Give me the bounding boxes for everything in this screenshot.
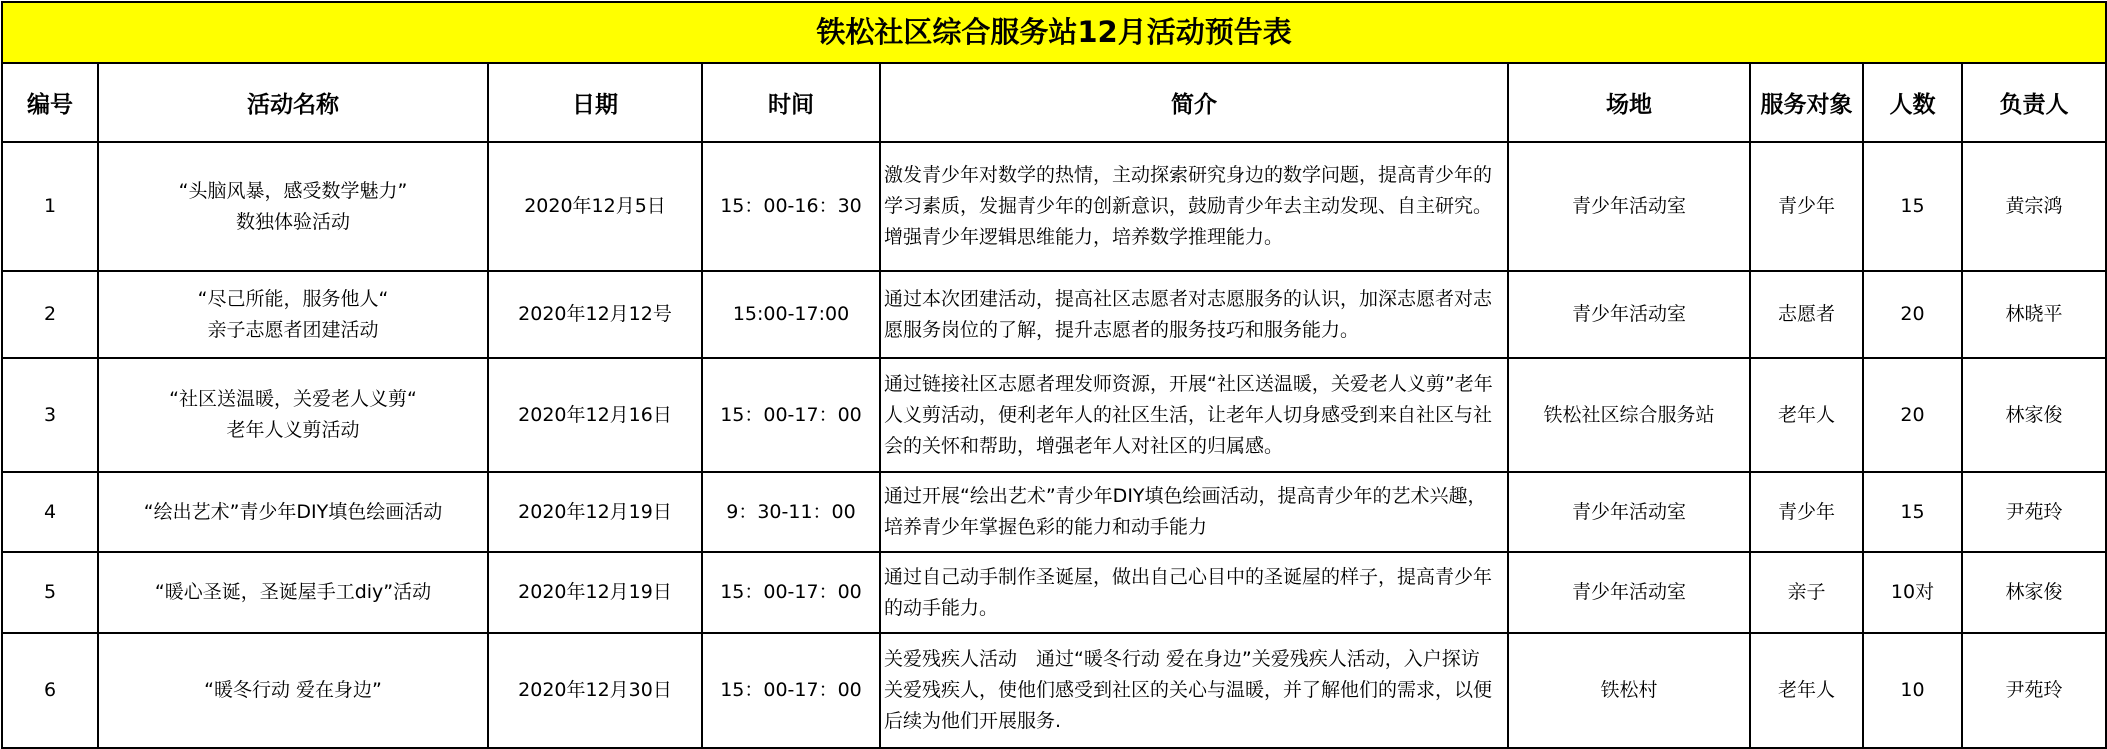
header-date: 日期 (488, 63, 702, 142)
cell-date: 2020年12月5日 (488, 142, 702, 271)
cell-name (98, 472, 488, 552)
cell-target: 老年人 (1750, 358, 1863, 472)
cell-count: 10 (1863, 633, 1962, 748)
name-line-2: 老年人义剪活动 (226, 419, 360, 441)
name-line-1: “社区送温暖，关爱老人义剪“ (169, 388, 417, 410)
table-row (2, 271, 2106, 358)
name-line-1: “绘出艺术”青少年DIY填色绘画活动 (143, 500, 443, 523)
name-line-1: “暖心圣诞，圣诞屋手工diy”活动 (154, 581, 432, 603)
cell-id: 1 (2, 142, 98, 271)
cell-venue: 青少年活动室 (1508, 271, 1750, 358)
cell-time: 9：30-11：00 (702, 472, 880, 552)
cell-owner: 尹苑玲 (1962, 633, 2106, 748)
cell-time: 15:00-17:00 (702, 271, 880, 358)
cell-time: 15：00-17：00 (702, 358, 880, 472)
cell-venue: 铁松社区综合服务站 (1508, 358, 1750, 472)
name-line-1: “尽己所能，服务他人“ (197, 287, 389, 310)
cell-count: 15 (1863, 142, 1962, 271)
header-intro: 简介 (880, 63, 1508, 142)
cell-venue: 青少年活动室 (1508, 552, 1750, 633)
table-row (2, 358, 2106, 472)
cell-venue: 铁松村 (1508, 633, 1750, 748)
table-row (2, 552, 2106, 633)
name-line-1: “暖冬行动 爱在身边” (204, 679, 382, 701)
table-title: 铁松社区综合服务站12月活动预告表 (2, 2, 2106, 63)
cell-id: 4 (2, 472, 98, 552)
header-time: 时间 (702, 63, 880, 142)
cell-name (98, 552, 488, 633)
cell-count: 10对 (1863, 552, 1962, 633)
cell-target: 老年人 (1750, 633, 1863, 748)
cell-date: 2020年12月16日 (488, 358, 702, 472)
cell-intro: 关爱残疾人活动 通过“暖冬行动 爱在身边”关爱残疾人活动，入户探访关爱残疾人，使他们感受到社区的关心与温暖，并了解他们的需求，以便后续为他们开展服务. (880, 633, 1508, 748)
cell-id: 5 (2, 552, 98, 633)
cell-target: 青少年 (1750, 472, 1863, 552)
cell-owner: 黄宗鸿 (1962, 142, 2106, 271)
cell-id: 3 (2, 358, 98, 472)
cell-intro: 激发青少年对数学的热情，主动探索研究身边的数学问题，提高青少年的学习素质，发掘青少年的创新意识，鼓励青少年去主动发现、自主研究。增强青少年逻辑思维能力，培养数学推理能力。 (880, 142, 1508, 271)
table-row (2, 472, 2106, 552)
header-id: 编号 (2, 63, 98, 142)
header-name: 活动名称 (98, 63, 488, 142)
cell-owner: 林家俊 (1962, 552, 2106, 633)
cell-name (98, 633, 488, 748)
cell-target: 青少年 (1750, 142, 1863, 271)
header-venue: 场地 (1508, 63, 1750, 142)
cell-intro: 通过开展“绘出艺术”青少年DIY填色绘画活动，提高青少年的艺术兴趣，培养青少年掌握色彩的能力和动手能力 (880, 472, 1508, 552)
cell-owner: 尹苑玲 (1962, 472, 2106, 552)
cell-venue: 青少年活动室 (1508, 472, 1750, 552)
cell-target: 志愿者 (1750, 271, 1863, 358)
name-line-2: 数独体验活动 (235, 210, 350, 233)
header-row (2, 63, 2106, 142)
cell-time: 15：00-17：00 (702, 633, 880, 748)
cell-id: 2 (2, 271, 98, 358)
cell-date: 2020年12月30日 (488, 633, 702, 748)
name-line-1: “头脑风暴，感受数学魅力” (178, 179, 408, 202)
cell-name (98, 271, 488, 358)
cell-owner: 林家俊 (1962, 358, 2106, 472)
name-line-2: 亲子志愿者团建活动 (207, 318, 379, 341)
cell-count: 20 (1863, 271, 1962, 358)
cell-intro: 通过链接社区志愿者理发师资源，开展“社区送温暖，关爱老人义剪”老年人义剪活动，便利老年人的社区生活，让老年人切身感受到来自社区与社会的关怀和帮助，增强老年人对社区的归属感。 (880, 358, 1508, 472)
cell-intro: 通过本次团建活动，提高社区志愿者对志愿服务的认识，加深志愿者对志愿服务岗位的了解，提升志愿者的服务技巧和服务能力。 (880, 271, 1508, 358)
table-row (2, 633, 2106, 748)
cell-venue: 青少年活动室 (1508, 142, 1750, 271)
header-count: 人数 (1863, 63, 1962, 142)
header-owner: 负责人 (1962, 63, 2106, 142)
table-row (2, 142, 2106, 271)
cell-name (98, 358, 488, 472)
cell-name (98, 142, 488, 271)
header-target: 服务对象 (1750, 63, 1863, 142)
cell-target: 亲子 (1750, 552, 1863, 633)
cell-intro: 通过自己动手制作圣诞屋，做出自己心目中的圣诞屋的样子，提高青少年的动手能力。 (880, 552, 1508, 633)
cell-owner: 林晓平 (1962, 271, 2106, 358)
cell-date: 2020年12月19日 (488, 472, 702, 552)
cell-date: 2020年12月12号 (488, 271, 702, 358)
cell-time: 15：00-17：00 (702, 552, 880, 633)
cell-count: 20 (1863, 358, 1962, 472)
cell-date: 2020年12月19日 (488, 552, 702, 633)
cell-id: 6 (2, 633, 98, 748)
cell-time: 15：00-16：30 (702, 142, 880, 271)
cell-count: 15 (1863, 472, 1962, 552)
activity-schedule-table (1, 1, 2107, 749)
